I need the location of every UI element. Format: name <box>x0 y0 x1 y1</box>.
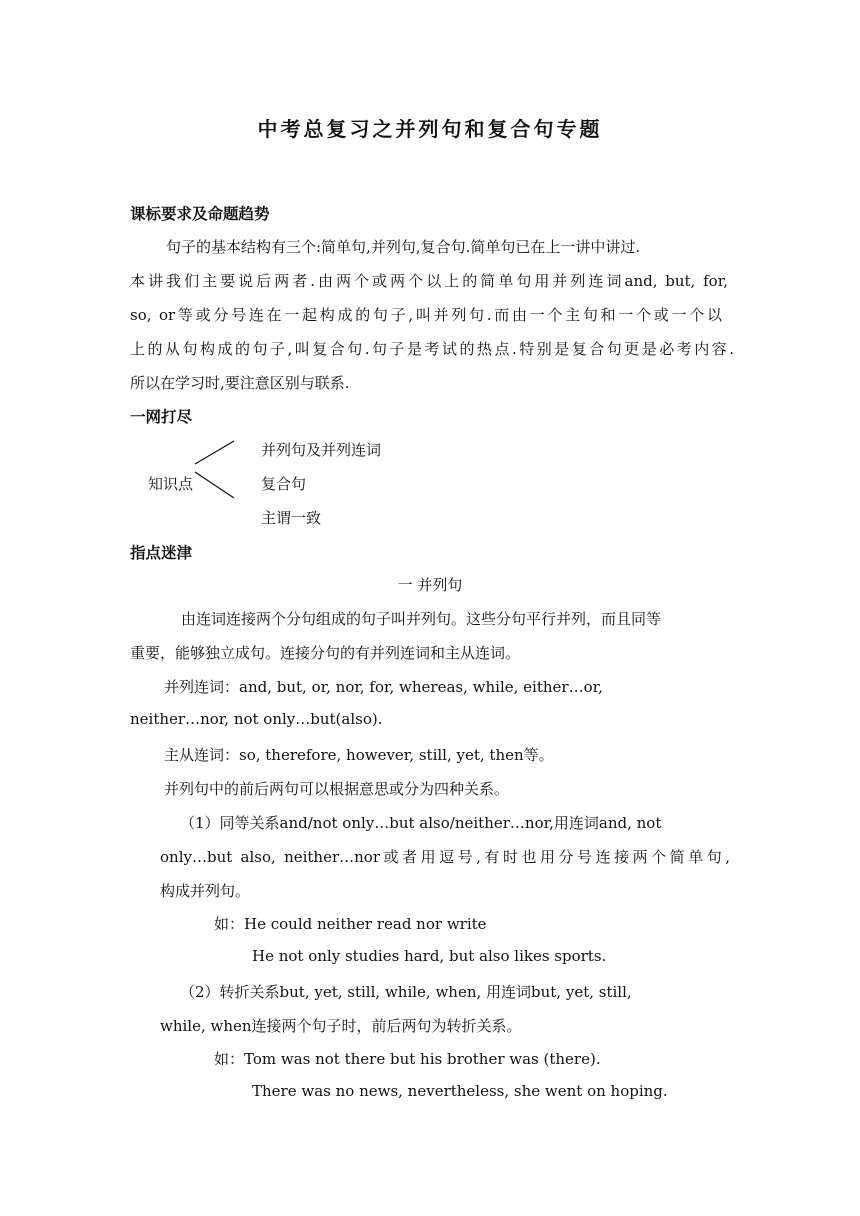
paragraph-line: 句子的基本结构有三个:简单句,并列句,复合句.简单句已在上一讲中讲过. <box>166 238 641 256</box>
list-item-line: 构成并列句。 <box>160 882 251 900</box>
knowledge-branch-item: 复合句 <box>261 475 307 493</box>
list-item-line: （2）转折关系but, yet, still, while, when, 用连词but, yet, still, <box>180 983 632 1001</box>
example-line: He not only studies hard, but also likes sports. <box>252 947 607 965</box>
example-line: 如：Tom was not there but his brother was (there). <box>214 1050 601 1068</box>
knowledge-branch-item: 主谓一致 <box>261 509 322 527</box>
example-line: 如：He could neither read nor write <box>214 915 487 933</box>
paragraph-line: 并列连词：and, but, or, nor, for, whereas, while, either…or, <box>164 678 603 696</box>
knowledge-branch-item: 并列句及并列连词 <box>261 441 382 459</box>
list-item-line: only…but also, neither…nor或者用逗号,有时也用分号连接两个简单句, <box>160 848 730 866</box>
paragraph-line: 重要，能够独立成句。连接分句的有并列连词和主从连词。 <box>130 644 521 662</box>
paragraph-line: 由连词连接两个分句组成的句子叫并列句。这些分句平行并列，而且同等 <box>181 610 662 628</box>
list-item-line: （1）同等关系and/not only…but also/neither…nor,用连词and, not <box>180 814 662 832</box>
document-title: 中考总复习之并列句和复合句专题 <box>257 117 603 141</box>
knowledge-root-label: 知识点 <box>148 475 194 493</box>
paragraph-line: 上的从句构成的句子,叫复合句.句子是考试的热点.特别是复合句更是必考内容. <box>130 340 734 358</box>
paragraph-line: 所以在学习时,要注意区别与联系. <box>130 374 350 392</box>
paragraph-line: 本讲我们主要说后两者.由两个或两个以上的简单句用并列连词and, but, for, <box>130 272 728 290</box>
paragraph-line: neither…nor, not only…but(also). <box>130 710 383 728</box>
list-item-line: while, when连接两个句子时，前后两句为转折关系。 <box>160 1017 522 1035</box>
section-heading-requirements: 课标要求及命题趋势 <box>130 205 270 223</box>
subsection-title: 一 并列句 <box>397 576 463 594</box>
section-heading-overview: 一网打尽 <box>130 408 193 426</box>
paragraph-line: so, or等或分号连在一起构成的句子,叫并列句.而由一个主句和一个或一个以 <box>130 306 722 324</box>
example-line: There was no news, nevertheless, she went on hoping. <box>252 1082 668 1100</box>
paragraph-line: 主从连词：so, therefore, however, still, yet, then等。 <box>164 746 554 764</box>
paragraph-line: 并列句中的前后两句可以根据意思或分为四种关系。 <box>164 780 510 798</box>
branch-lines-icon <box>190 438 240 500</box>
section-heading-guidance: 指点迷津 <box>130 544 193 562</box>
